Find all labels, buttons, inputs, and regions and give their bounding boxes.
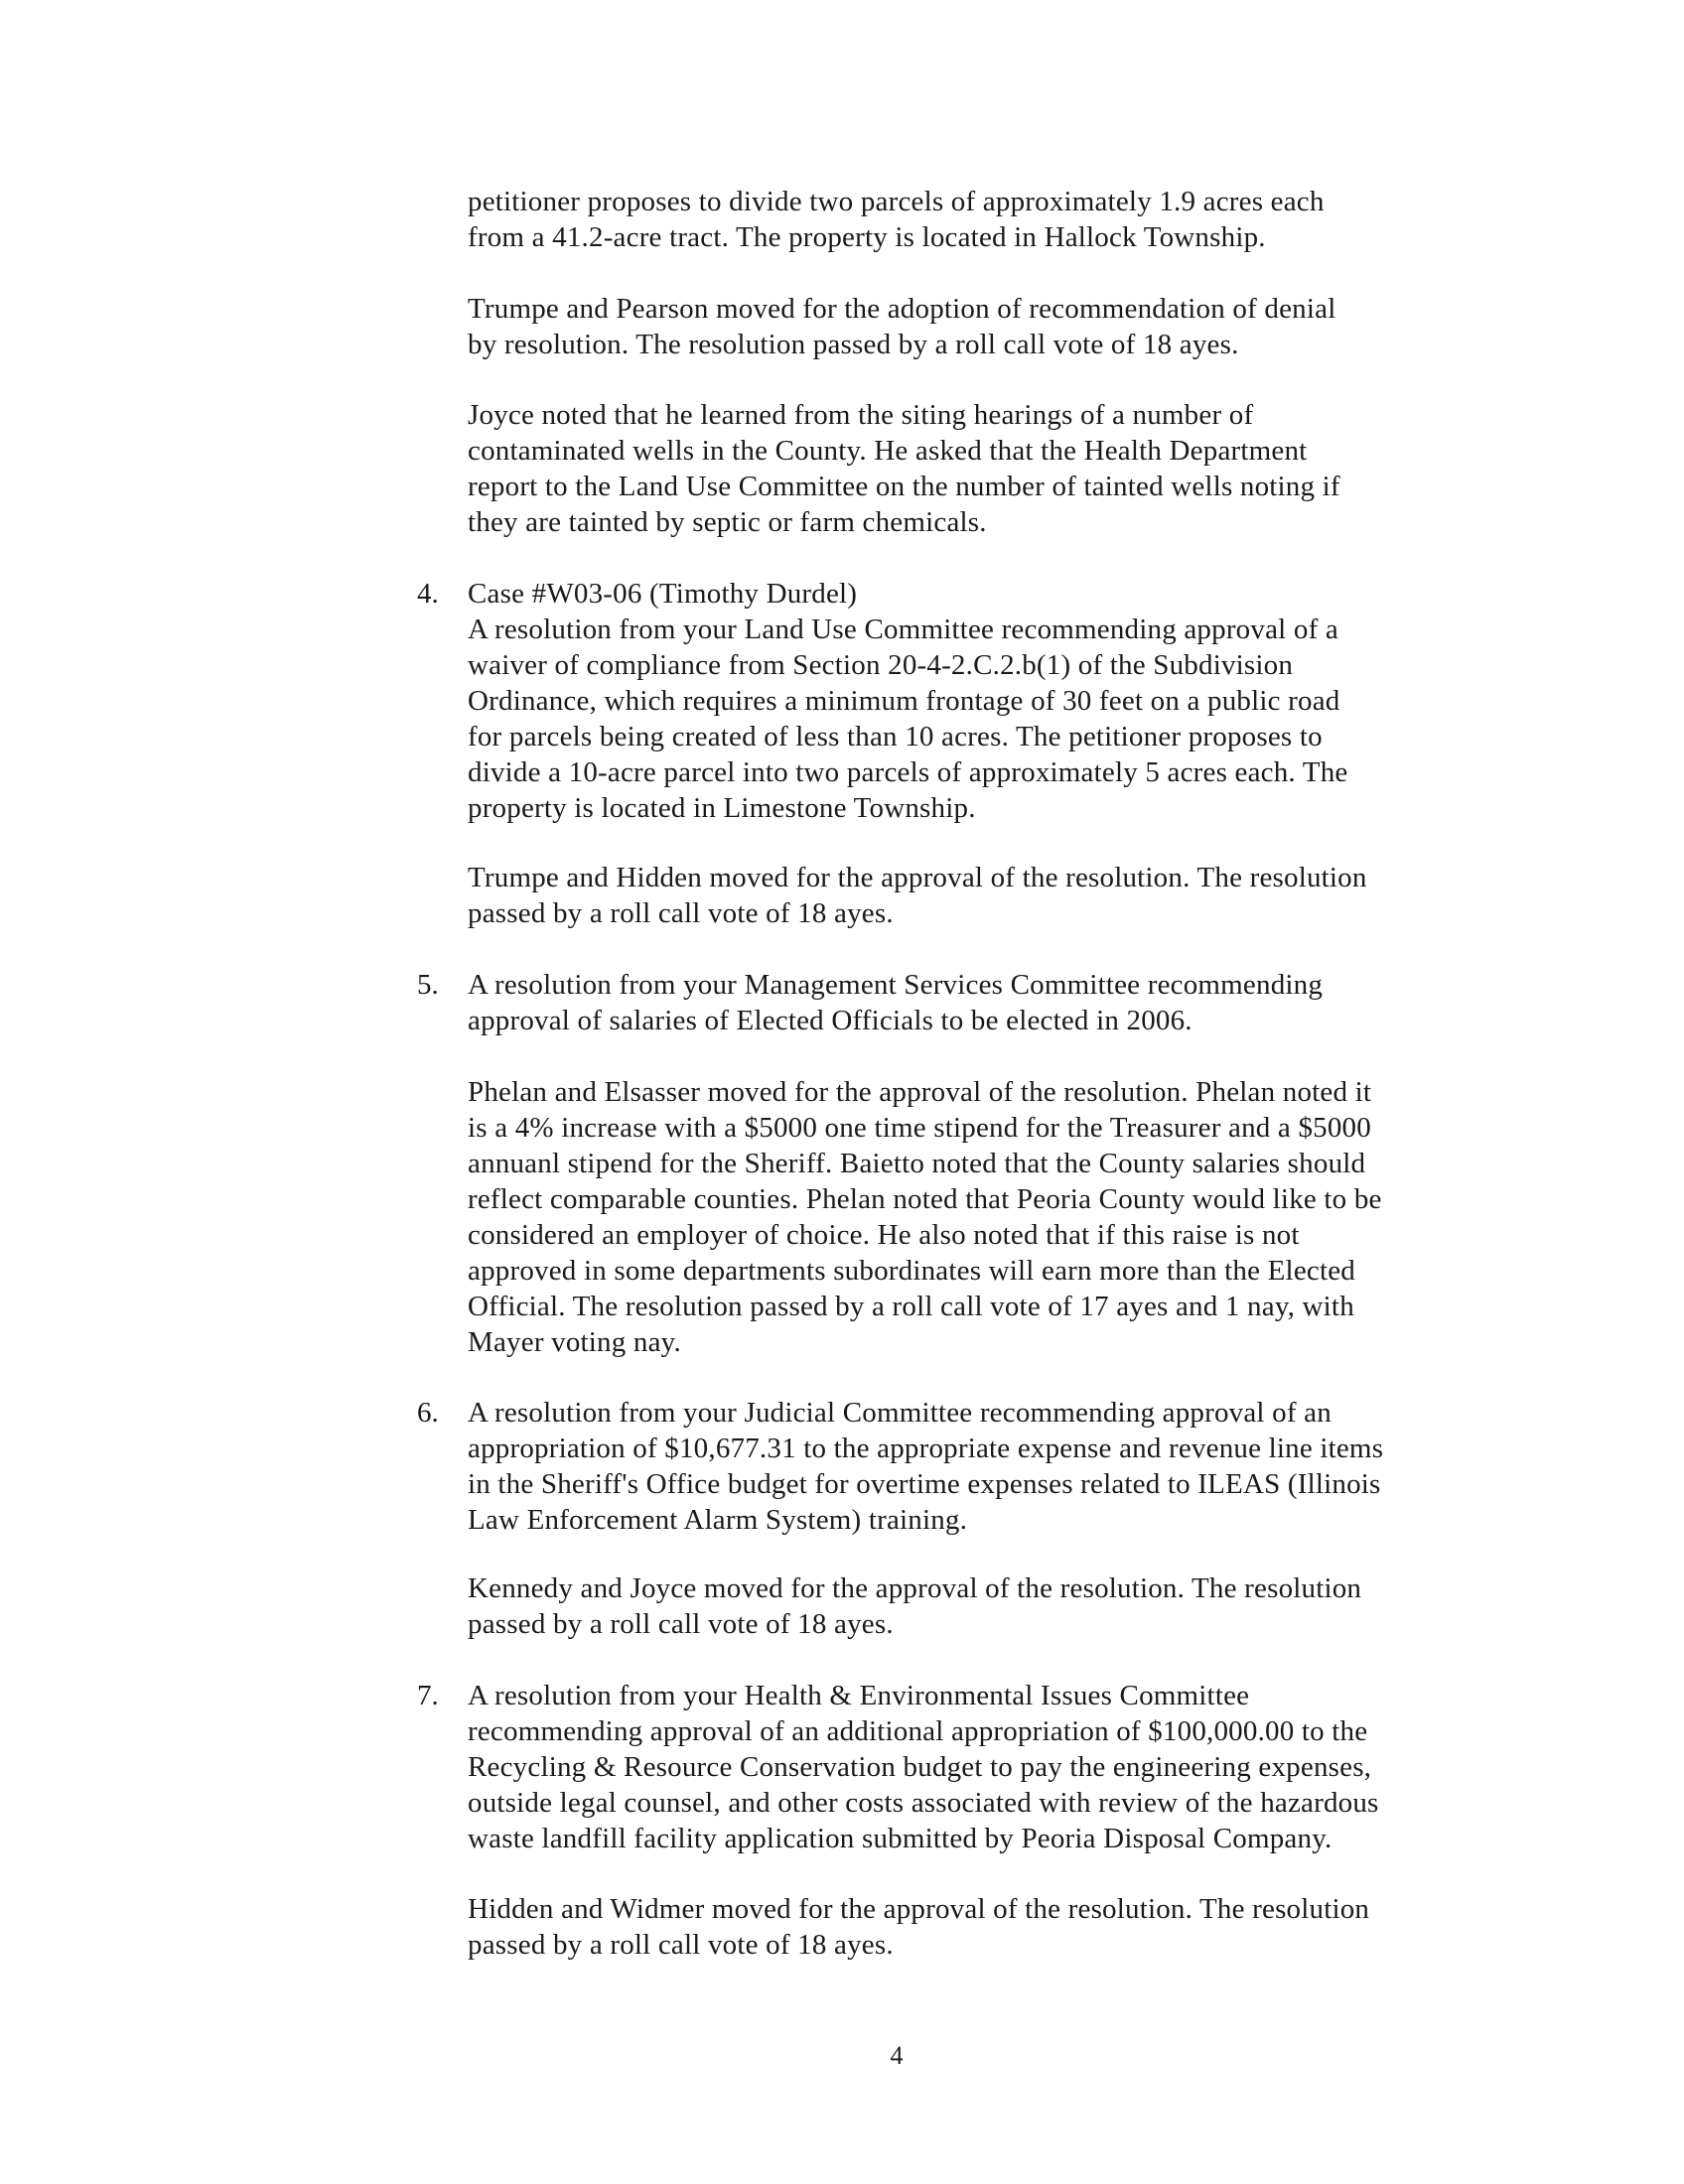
text-line: contaminated wells in the County. He asked that the Health Department [468, 435, 1308, 467]
item-number: 7. [417, 1680, 439, 1711]
text-line: considered an employer of choice. He also noted that if this raise is not [468, 1219, 1300, 1251]
text-line: A resolution from your Management Services Committee recommending [468, 969, 1324, 1001]
item-6-body [468, 1395, 1575, 1538]
item-4-body [468, 576, 1575, 826]
text-line: Phelan and Elsasser moved for the approval of the resolution. Phelan noted it [468, 1076, 1372, 1108]
text-line: Mayer voting nay. [468, 1326, 681, 1358]
text-line: they are tainted by septic or farm chemicals. [468, 506, 987, 538]
item-5-vote [468, 1074, 1575, 1360]
text-line: for parcels being created of less than 10 acres. The petitioner proposes to [468, 721, 1323, 752]
joyce-note-paragraph [468, 397, 1575, 540]
intro-vote-paragraph [468, 291, 1575, 362]
text-line: A resolution from your Health & Environmental Issues Committee [468, 1680, 1250, 1711]
text-line: waste landfill facility application submitted by Peoria Disposal Company. [468, 1823, 1333, 1854]
text-line: Recycling & Resource Conservation budget to pay the engineering expenses, [468, 1751, 1372, 1783]
text-line: by resolution. The resolution passed by a roll call vote of 18 ayes. [468, 329, 1239, 360]
intro-paragraph [468, 184, 1575, 255]
item-number: 4. [417, 578, 439, 610]
text-line: Case #W03-06 (Timothy Durdel) [468, 578, 858, 610]
text-line: passed by a roll call vote of 18 ayes. [468, 1929, 894, 1961]
text-line: passed by a roll call vote of 18 ayes. [468, 897, 894, 929]
text-line: A resolution from your Judicial Committee recommending approval of an [468, 1397, 1332, 1429]
text-line: appropriation of $10,677.31 to the appropriate expense and revenue line items [468, 1433, 1384, 1464]
item-number: 6. [417, 1397, 439, 1429]
text-line: annuanl stipend for the Sheriff. Baietto noted that the County salaries should [468, 1148, 1366, 1179]
text-line: outside legal counsel, and other costs associated with review of the hazardous [468, 1787, 1379, 1819]
text-line: in the Sheriff's Office budget for overtime expenses related to ILEAS (Illinois [468, 1468, 1381, 1500]
item-number: 5. [417, 969, 439, 1001]
text-line: A resolution from your Land Use Committee recommending approval of a [468, 614, 1338, 645]
text-line: reflect comparable counties. Phelan noted that Peoria County would like to be [468, 1183, 1382, 1215]
item-4-vote [468, 860, 1575, 931]
item-6-vote [468, 1570, 1575, 1642]
page-number: 4 [890, 2041, 904, 2070]
text-line: Law Enforcement Alarm System) training. [468, 1504, 968, 1536]
text-line: Hidden and Widmer moved for the approval of the resolution. The resolution [468, 1893, 1370, 1925]
item-5-body [468, 967, 1575, 1038]
text-line: passed by a roll call vote of 18 ayes. [468, 1608, 894, 1640]
text-line: waiver of compliance from Section 20-4-2.C.2.b(1) of the Subdivision [468, 649, 1294, 681]
text-line: Trumpe and Pearson moved for the adoption of recommendation of denial [468, 293, 1336, 325]
text-line: approval of salaries of Elected Officials to be elected in 2006. [468, 1005, 1193, 1036]
text-line: is a 4% increase with a $5000 one time stipend for the Treasurer and a $5000 [468, 1112, 1371, 1144]
text-line: Ordinance, which requires a minimum frontage of 30 feet on a public road [468, 685, 1340, 717]
text-line: Trumpe and Hidden moved for the approval of the resolution. The resolution [468, 862, 1367, 893]
item-7-body [468, 1678, 1575, 1856]
text-line: approved in some departments subordinates will earn more than the Elected [468, 1255, 1355, 1287]
text-line: divide a 10-acre parcel into two parcels of approximately 5 acres each. The [468, 756, 1348, 788]
text-line: Kennedy and Joyce moved for the approval of the resolution. The resolution [468, 1572, 1362, 1604]
text-line: recommending approval of an additional appropriation of $100,000.00 to the [468, 1715, 1368, 1747]
text-line: property is located in Limestone Township. [468, 792, 976, 824]
text-line: from a 41.2-acre tract. The property is located in Hallock Township. [468, 221, 1266, 253]
item-7-vote [468, 1891, 1575, 1963]
text-line: Joyce noted that he learned from the siting hearings of a number of [468, 399, 1254, 431]
text-line: petitioner proposes to divide two parcels of approximately 1.9 acres each [468, 186, 1325, 217]
text-line: report to the Land Use Committee on the number of tainted wells noting if [468, 471, 1340, 502]
text-line: Official. The resolution passed by a roll call vote of 17 ayes and 1 nay, with [468, 1291, 1354, 1322]
